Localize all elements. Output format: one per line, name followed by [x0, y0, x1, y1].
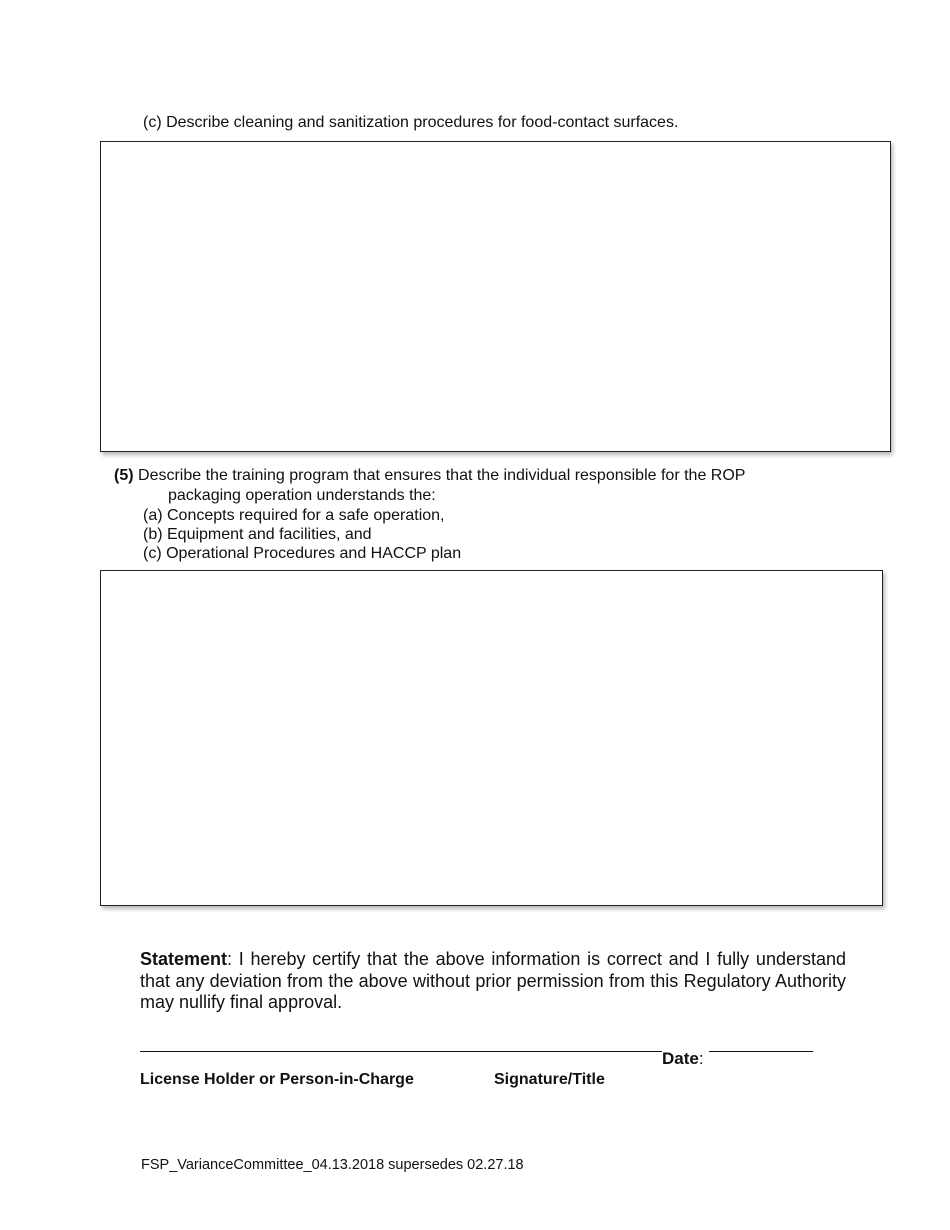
certification-statement — [140, 949, 846, 1014]
statement-text: : I hereby certify that the above information is correct and I fully understand that any deviation from the above without prior permission from this Regulatory Authority may nullify final approval. — [140, 949, 846, 1012]
training-prompt-line2: packaging operation understands the: — [168, 487, 436, 504]
section-number: (5) — [114, 467, 134, 484]
cleaning-procedures-prompt: (c) Describe cleaning and sanitization procedures for food-contact surfaces. — [143, 114, 679, 131]
training-item-b: (b) Equipment and facilities, and — [143, 526, 372, 543]
date-label: Date — [662, 1049, 699, 1068]
training-item-a: (a) Concepts required for a safe operation, — [143, 507, 445, 524]
license-holder-label: License Holder or Person-in-Charge — [140, 1071, 414, 1088]
signature-line[interactable] — [140, 1051, 662, 1052]
date-line[interactable] — [709, 1051, 813, 1052]
date-colon: : — [698, 1049, 704, 1068]
training-program-answer-box[interactable] — [100, 570, 883, 906]
training-program-prompt — [114, 466, 745, 485]
footer-version: FSP_VarianceCommittee_04.13.2018 supersedes 02.27.18 — [141, 1157, 524, 1173]
cleaning-procedures-answer-box[interactable] — [100, 141, 891, 452]
training-item-c: (c) Operational Procedures and HACCP plan — [143, 545, 462, 562]
statement-label: Statement — [140, 949, 228, 969]
training-prompt-line1: Describe the training program that ensures that the individual responsible for the ROP — [138, 467, 746, 484]
signature-title-label: Signature/Title — [494, 1071, 605, 1088]
date-label-group — [662, 1049, 704, 1069]
